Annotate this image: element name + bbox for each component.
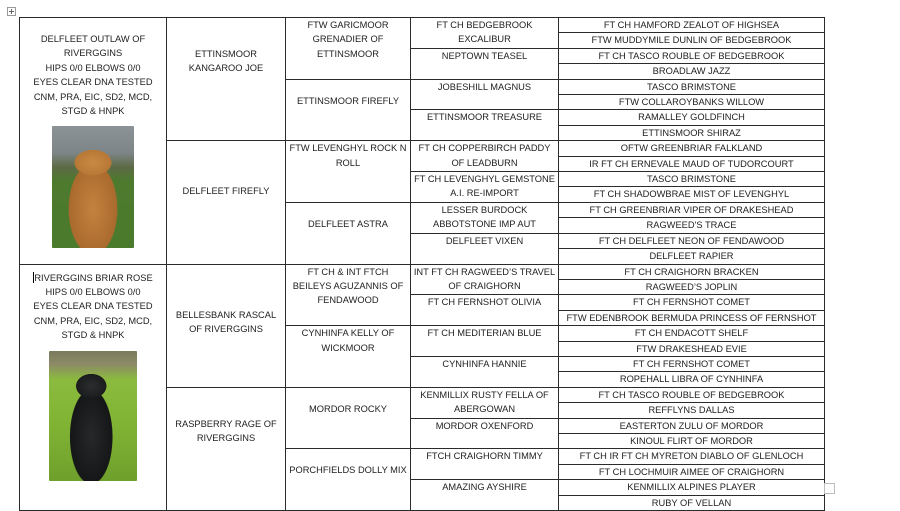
dam-name[interactable] — [22, 271, 164, 285]
pedigree-row — [20, 264, 825, 279]
gen4-ancestor-cell[interactable]: FT CH DELFLEET NEON OF FENDAWOOD — [559, 233, 825, 248]
gen4-ancestor-cell[interactable]: IR FT CH ERNEVALE MAUD OF TUDORCOURT — [559, 156, 825, 171]
gen4-ancestor-cell[interactable]: FT CH CRAIGHORN BRACKEN — [559, 264, 825, 279]
gen3-ancestor-cell[interactable]: AMAZING AYSHIRE — [411, 480, 559, 511]
sire-name-line-1: DELFLEET OUTLAW OF — [40, 34, 146, 44]
black-labrador-photo[interactable] — [49, 351, 137, 481]
gen4-ancestor-cell[interactable]: FTW MUDDYMILE DUNLIN OF BEDGEBROOK — [559, 33, 825, 48]
sire-dna-line-2: STGD & HNPK — [61, 106, 125, 117]
sire-eyes: EYES CLEAR DNA TESTED — [33, 77, 153, 88]
gen4-ancestor-cell[interactable]: ETTINSMOOR SHIRAZ — [559, 125, 825, 140]
gen3-ancestor-cell[interactable]: FT CH COPPERBIRCH PADDY OF LEADBURN — [411, 141, 559, 172]
gen4-ancestor-cell[interactable]: EASTERTON ZULU OF MORDOR — [559, 418, 825, 433]
gen1-ancestor-cell[interactable]: ETTINSMOOR KANGAROO JOE — [167, 18, 286, 141]
gen4-ancestor-cell[interactable]: FTW DRAKESHEAD EVIE — [559, 341, 825, 356]
gen3-ancestor-cell[interactable]: FT CH BEDGEBROOK EXCALIBUR — [411, 18, 559, 49]
pedigree-row — [20, 18, 825, 33]
gen3-ancestor-cell[interactable]: FT CH FERNSHOT OLIVIA — [411, 295, 559, 326]
gen3-ancestor-cell[interactable]: INT FT CH RAGWEED’S TRAVEL OF CRAIGHORN — [411, 264, 559, 295]
gen3-ancestor-cell[interactable]: FT CH LEVENGHYL GEMSTONE A.I. RE-IMPORT — [411, 172, 559, 203]
sire-name-line-2: RIVERGGINS — [63, 48, 123, 59]
sire-cell[interactable] — [20, 18, 167, 265]
gen4-ancestor-cell[interactable]: FT CH HAMFORD ZEALOT OF HIGHSEA — [559, 18, 825, 33]
gen3-ancestor-cell[interactable]: DELFLEET VIXEN — [411, 233, 559, 264]
gen4-ancestor-cell[interactable]: RAGWEED’S JOPLIN — [559, 279, 825, 294]
gen4-ancestor-cell[interactable]: REFFLYNS DALLAS — [559, 403, 825, 418]
gen2-ancestor-cell[interactable]: FTW GARICMOOR GRENADIER OF ETTINSMOOR — [286, 18, 411, 80]
pedigree-table — [19, 17, 825, 511]
gen4-ancestor-cell[interactable]: RUBY OF VELLAN — [559, 495, 825, 510]
gen2-ancestor-cell[interactable]: PORCHFIELDS DOLLY MIX — [286, 449, 411, 511]
gen4-ancestor-cell[interactable]: FT CH FERNSHOT COMET — [559, 295, 825, 310]
gen3-ancestor-cell[interactable]: CYNHINFA HANNIE — [411, 356, 559, 387]
gen3-ancestor-cell[interactable]: KENMILLIX RUSTY FELLA OF ABERGOWAN — [411, 387, 559, 418]
sire-dna-line-1: CNM, PRA, EIC, SD2, MCD, — [33, 91, 153, 102]
gen3-ancestor-cell[interactable]: FT CH MEDITERIAN BLUE — [411, 326, 559, 357]
gen4-ancestor-cell[interactable]: TASCO BRIMSTONE — [559, 172, 825, 187]
dam-cell[interactable] — [20, 264, 167, 511]
dam-eyes: EYES CLEAR DNA TESTED — [33, 301, 153, 312]
table-move-handle-icon[interactable] — [7, 7, 16, 16]
gen4-ancestor-cell[interactable]: KENMILLIX ALPINES PLAYER — [559, 480, 825, 495]
gen3-ancestor-cell[interactable]: JOBESHILL MAGNUS — [411, 79, 559, 110]
gen2-ancestor-cell[interactable]: DELFLEET ASTRA — [286, 202, 411, 264]
gen1-ancestor-cell[interactable]: RASPBERRY RAGE OF RIVERGGINS — [167, 387, 286, 510]
gen4-ancestor-cell[interactable]: FT CH FERNSHOT COMET — [559, 356, 825, 371]
gen4-ancestor-cell[interactable]: FTW COLLAROYBANKS WILLOW — [559, 95, 825, 110]
gen4-ancestor-cell[interactable]: DELFLEET RAPIER — [559, 249, 825, 264]
sire-hips-elbows: HIPS 0/0 ELBOWS 0/0 — [45, 62, 141, 73]
yellow-labrador-photo[interactable] — [52, 126, 134, 248]
dam-name-text: RIVERGGINS BRIAR ROSE — [34, 272, 153, 283]
gen4-ancestor-cell[interactable]: KINOUL FLIRT OF MORDOR — [559, 433, 825, 448]
gen4-ancestor-cell[interactable]: FT CH LOCHMUIR AIMEE OF CRAIGHORN — [559, 464, 825, 479]
gen2-ancestor-cell[interactable]: FT CH & INT FTCH BEILEYS AGUZANNIS OF FENDAWOOD — [286, 264, 411, 326]
gen3-ancestor-cell[interactable]: MORDOR OXENFORD — [411, 418, 559, 449]
gen4-ancestor-cell[interactable]: RAMALLEY GOLDFINCH — [559, 110, 825, 125]
gen4-ancestor-cell[interactable]: TASCO BRIMSTONE — [559, 79, 825, 94]
gen2-ancestor-cell[interactable]: FTW LEVENGHYL ROCK N ROLL — [286, 141, 411, 203]
gen3-ancestor-cell[interactable]: LESSER BURDOCK ABBOTSTONE IMP AUT — [411, 202, 559, 233]
gen4-ancestor-cell[interactable]: FT CH SHADOWBRAE MIST OF LEVENGHYL — [559, 187, 825, 202]
gen4-ancestor-cell[interactable]: FT CH GREENBRIAR VIPER OF DRAKESHEAD — [559, 202, 825, 217]
gen4-ancestor-cell[interactable]: FTW EDENBROOK BERMUDA PRINCESS OF FERNSHOT — [559, 310, 825, 325]
dam-dna-line-2: STGD & HNPK — [61, 330, 125, 341]
gen4-ancestor-cell[interactable]: FT CH TASCO ROUBLE OF BEDGEBROOK — [559, 387, 825, 402]
gen4-ancestor-cell[interactable]: OFTW GREENBRIAR FALKLAND — [559, 141, 825, 156]
gen2-ancestor-cell[interactable]: MORDOR ROCKY — [286, 387, 411, 449]
gen4-ancestor-cell[interactable]: FT CH IR FT CH MYRETON DIABLO OF GLENLOCH — [559, 449, 825, 464]
gen1-ancestor-cell[interactable]: BELLESBANK RASCAL OF RIVERGGINS — [167, 264, 286, 387]
gen4-ancestor-cell[interactable]: RAGWEED'S TRACE — [559, 218, 825, 233]
gen2-ancestor-cell[interactable]: CYNHINFA KELLY OF WICKMOOR — [286, 326, 411, 388]
dam-dna-line-1: CNM, PRA, EIC, SD2, MCD, — [33, 315, 153, 326]
gen1-ancestor-cell[interactable]: DELFLEET FIREFLY — [167, 141, 286, 264]
dam-hips-elbows: HIPS 0/0 ELBOWS 0/0 — [45, 286, 141, 297]
gen4-ancestor-cell[interactable]: ROPEHALL LIBRA OF CYNHINFA — [559, 372, 825, 387]
gen2-ancestor-cell[interactable]: ETTINSMOOR FIREFLY — [286, 79, 411, 141]
table-resize-handle-icon[interactable] — [824, 483, 835, 494]
gen4-ancestor-cell[interactable]: BROADLAW JAZZ — [559, 64, 825, 79]
gen3-ancestor-cell[interactable]: FTCH CRAIGHORN TIMMY — [411, 449, 559, 480]
gen4-ancestor-cell[interactable]: FT CH TASCO ROUBLE OF BEDGEBROOK — [559, 48, 825, 63]
gen4-ancestor-cell[interactable]: FT CH ENDACOTT SHELF — [559, 326, 825, 341]
gen3-ancestor-cell[interactable]: ETTINSMOOR TREASURE — [411, 110, 559, 141]
gen3-ancestor-cell[interactable]: NEPTOWN TEASEL — [411, 48, 559, 79]
